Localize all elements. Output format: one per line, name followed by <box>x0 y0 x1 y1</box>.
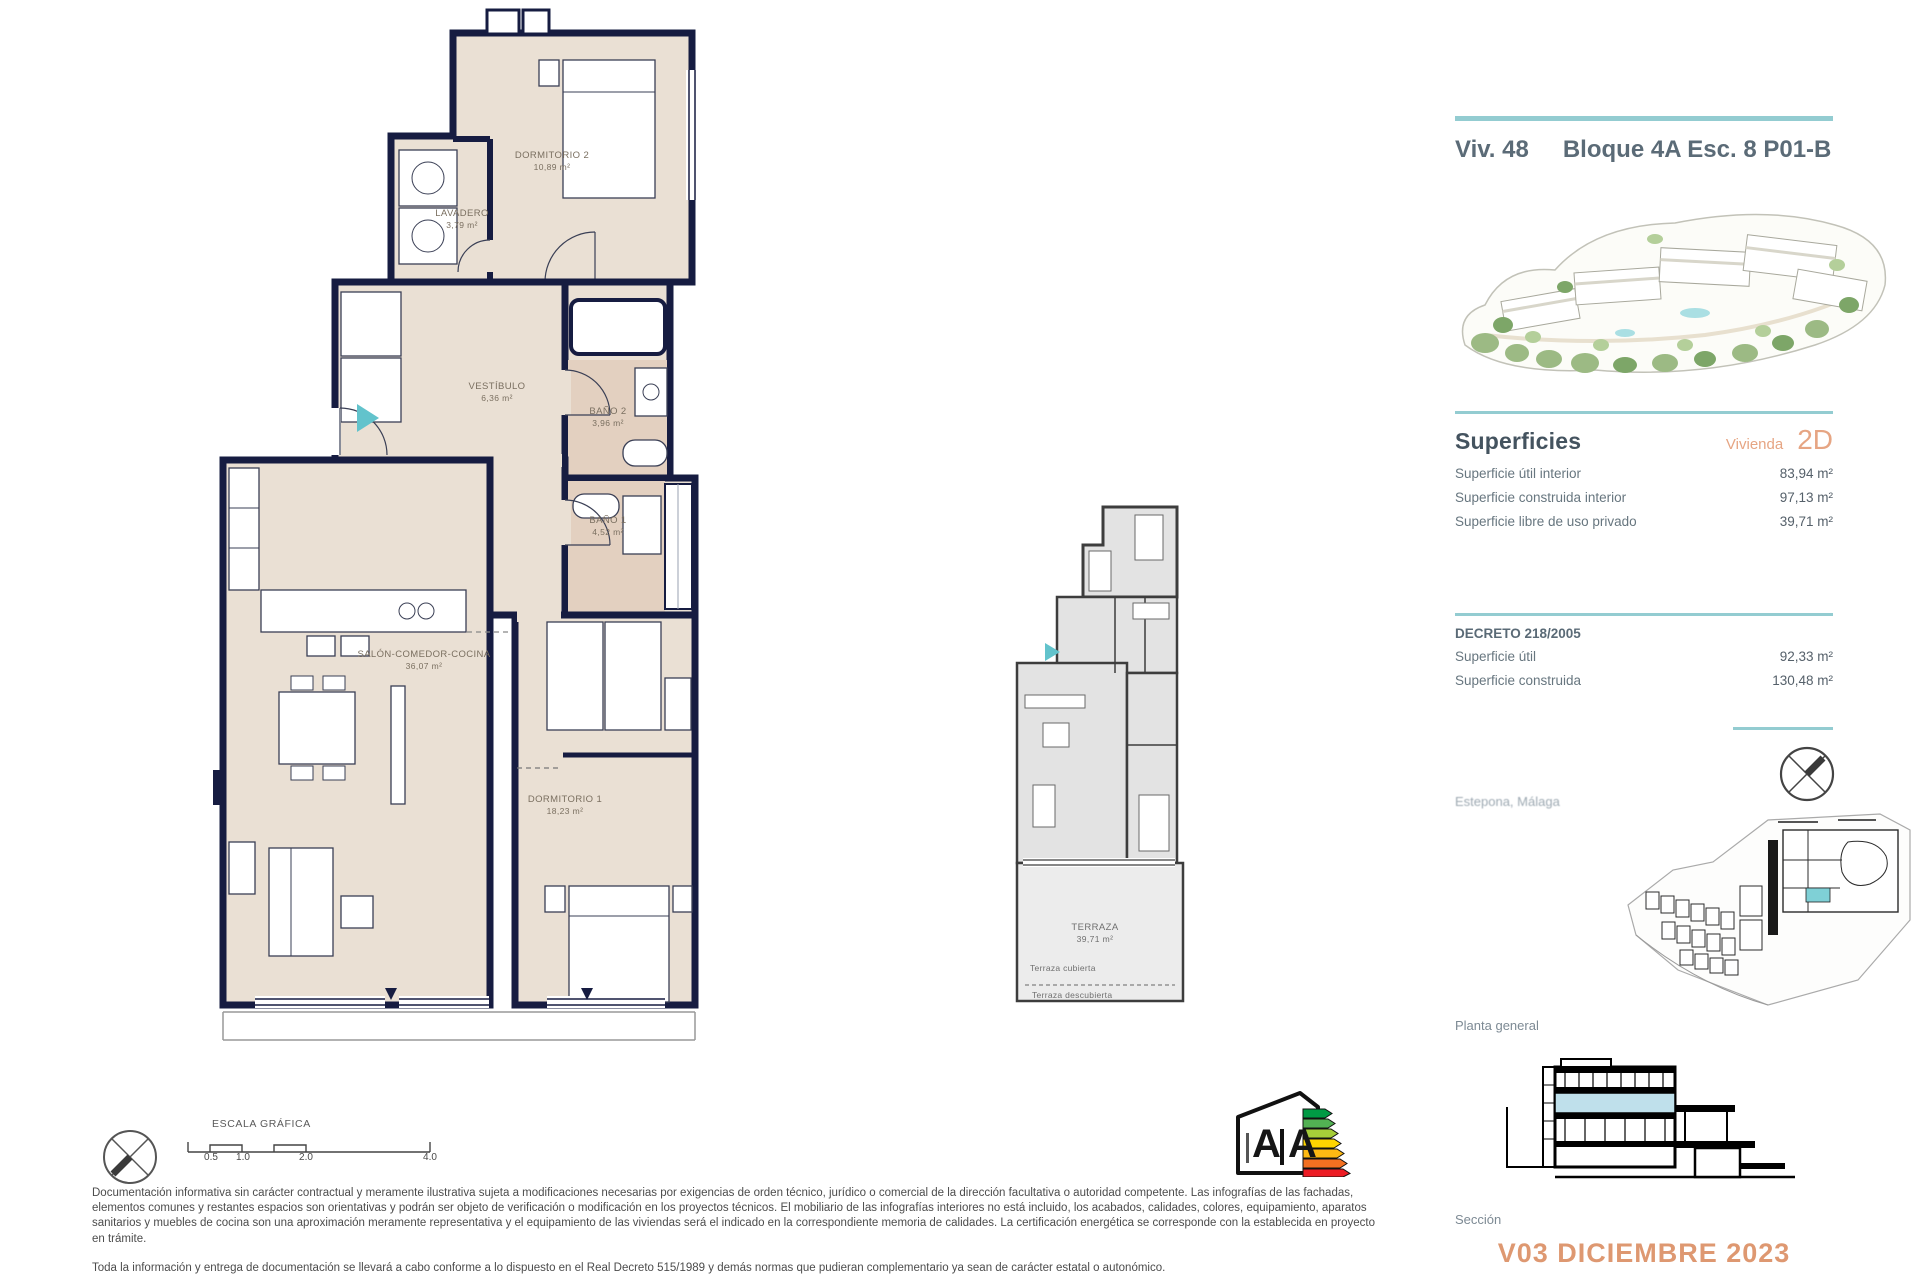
table-row: Superficie construida 130,48 m² <box>1455 673 1833 688</box>
compass-icon <box>1776 743 1838 805</box>
table-row: Superficie libre de uso privado 39,71 m² <box>1455 514 1833 529</box>
site-plan-caption: Planta general <box>1455 1018 1539 1033</box>
room-label-vestibulo: VESTÍBULO 6,36 m² <box>468 381 526 403</box>
energy-letter-left: A <box>1252 1122 1281 1166</box>
scale-tick: 4.0 <box>423 1152 437 1163</box>
decreto-divider <box>1455 613 1833 616</box>
version-stamp: V03 DICIEMBRE 2023 <box>1497 1238 1791 1268</box>
room-label-bano1: BAÑO 1 4,52 m² <box>589 515 627 537</box>
decreto-end-divider <box>1733 727 1833 730</box>
city-label: Estepona, Málaga <box>1455 794 1560 809</box>
terraza-descubierta-label: Terraza descubierta <box>1032 990 1113 1000</box>
room-label-bano2: BAÑO 2 3,96 m² <box>589 406 627 428</box>
unit-number: Viv. 48 <box>1455 136 1529 163</box>
graphic-scale-bar <box>180 1112 460 1172</box>
superficies-table <box>1455 466 1833 529</box>
table-row: Superficie útil interior 83,94 m² <box>1455 466 1833 481</box>
block-reference: Bloque 4A Esc. 8 P01-B <box>1562 136 1832 163</box>
legal-disclaimer <box>92 1186 1384 1280</box>
room-label-dormitorio2: DORMITORIO 2 10,89 m² <box>514 150 590 172</box>
scale-tick: 0.5 <box>204 1152 218 1163</box>
main-floorplan-drawing <box>195 0 715 1050</box>
section-caption: Sección <box>1455 1212 1502 1227</box>
section-drawing <box>1495 1055 1795 1185</box>
room-label-terraza: TERRAZA 39,71 m² <box>1071 922 1119 944</box>
room-label-lavadero: LAVADERO 3,79 m² <box>435 208 489 230</box>
superficies-header <box>1455 424 1833 456</box>
energy-letter-right: A <box>1288 1122 1317 1166</box>
decreto-heading: DECRETO 218/2005 <box>1455 626 1581 641</box>
disclaimer-paragraph-2: Toda la información y entrega de documentación se llevará a cabo conforme a lo dispuesto en el Real Decreto 515/1989 y demás normas que pudieran complementario ya sean de carácter estatal o autonómico. <box>92 1261 1166 1274</box>
table-row: Superficie construida interior 97,13 m² <box>1455 490 1833 505</box>
disclaimer-paragraph-1: Documentación informativa sin carácter contractual y meramente ilustrativa sujeta a modificaciones necesarias por exigencias de orden técnico, jurídico o comercial de la dirección facultativa o autoridad competente. Las infografías de las fachadas, elementos comunes y restantes espacios son orientativas y podrán ser objeto de verificación o modificación en los proyectos técnicos. El mobiliario de las infografías interiores no está incluido, los acabados, calidades, colores, equipamiento, aparatos sanitarios y muebles de cocina son una aproximación meramente representativa y el equipamiento de las viviendas será el indicado en la correspondiente memoria de calidades. La certificación energética se corresponde con la establecida en proyecto en trámite. <box>92 1187 1375 1245</box>
superficies-heading: Superficies <box>1455 428 1582 454</box>
key-plan-drawing <box>1005 495 1200 1020</box>
superficies-divider <box>1455 411 1833 414</box>
site-plan-drawing <box>1618 800 1918 1025</box>
compass-icon <box>95 1122 165 1192</box>
scale-tick: 1.0 <box>236 1152 250 1163</box>
aerial-render-image <box>1445 195 1900 395</box>
header-accent-bar <box>1455 116 1833 121</box>
sheet-title <box>1455 136 1833 164</box>
dwelling-type: 2D <box>1797 424 1833 455</box>
room-label-salon: SALÓN-COMEDOR-COCINA 36,07 m² <box>357 649 491 671</box>
scale-tick: 2.0 <box>299 1152 313 1163</box>
terraza-cubierta-label: Terraza cubierta <box>1030 963 1096 973</box>
room-label-dormitorio1: DORMITORIO 1 18,23 m² <box>527 794 603 816</box>
table-row: Superficie útil 92,33 m² <box>1455 649 1833 664</box>
scale-caption: ESCALA GRÁFICA <box>212 1118 311 1130</box>
decreto-table <box>1455 649 1833 688</box>
dwelling-label: Vivienda <box>1725 436 1784 453</box>
